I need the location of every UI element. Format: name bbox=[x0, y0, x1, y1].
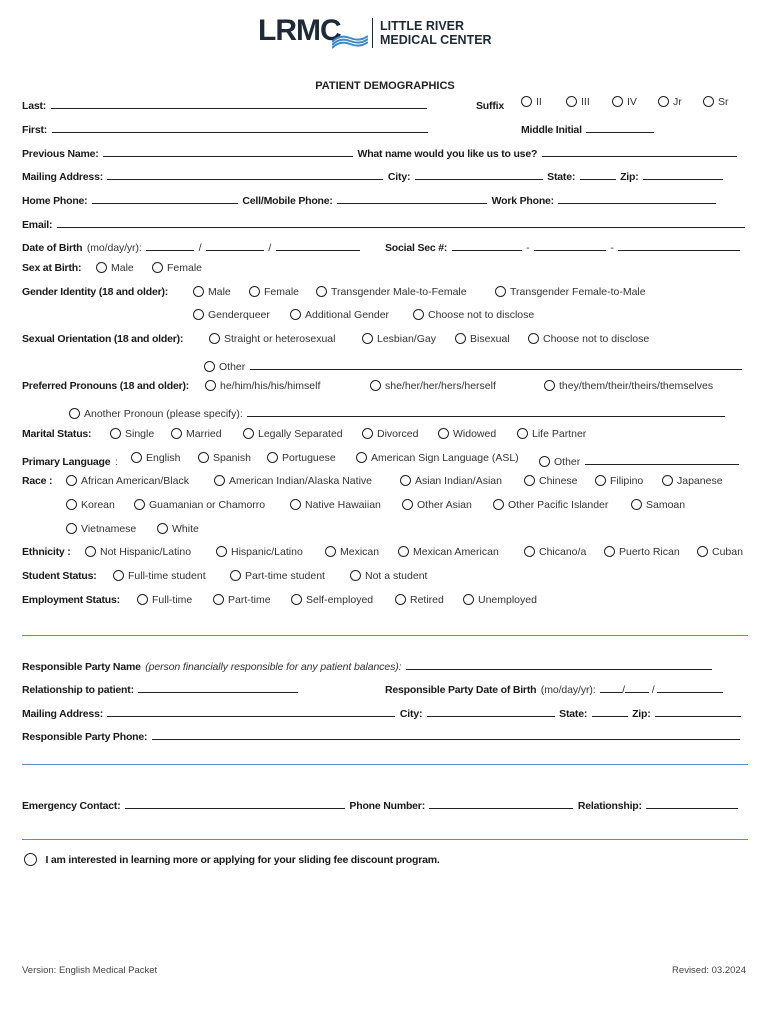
responsible-dob-year-field[interactable] bbox=[657, 682, 723, 693]
ethnicity-option-mexican-american[interactable]: Mexican American bbox=[398, 546, 499, 558]
radio-icon bbox=[631, 499, 642, 510]
employment-option-retired[interactable]: Retired bbox=[395, 594, 444, 606]
responsible-relationship-row bbox=[22, 680, 298, 698]
emergency-contact-field[interactable] bbox=[125, 798, 345, 809]
sex-option-female[interactable]: Female bbox=[152, 262, 202, 274]
responsible-mailing-label: Mailing Address: bbox=[22, 708, 104, 720]
responsible-state-label: State: bbox=[559, 708, 588, 720]
city-field[interactable] bbox=[415, 169, 543, 180]
responsible-address-row bbox=[22, 704, 741, 722]
cell-phone-field[interactable] bbox=[337, 193, 487, 204]
cell-phone-label: Cell/Mobile Phone: bbox=[242, 195, 333, 207]
section-divider bbox=[22, 764, 748, 765]
logo bbox=[258, 16, 518, 52]
employment-option-full-time[interactable]: Full-time bbox=[137, 594, 192, 606]
pronouns-label: Preferred Pronouns (18 and older): bbox=[22, 380, 190, 392]
ethnicity-label: Ethnicity : bbox=[22, 546, 71, 558]
city-label: City: bbox=[387, 171, 411, 183]
responsible-phone-row bbox=[22, 727, 740, 745]
radio-icon bbox=[658, 96, 669, 107]
last-name-field[interactable] bbox=[51, 98, 427, 109]
radio-icon bbox=[213, 594, 224, 605]
responsible-dob-label: Responsible Party Date of Birth bbox=[385, 684, 537, 696]
radio-icon bbox=[214, 475, 225, 486]
language-option-english[interactable]: English bbox=[131, 452, 180, 464]
radio-icon bbox=[400, 475, 411, 486]
suffix-group bbox=[476, 96, 518, 114]
race-option-guamanian[interactable]: Guamanian or Chamorro bbox=[134, 499, 265, 511]
ethnicity-option-hispanic[interactable]: Hispanic/Latino bbox=[216, 546, 303, 558]
student-option-part-time[interactable]: Part-time student bbox=[230, 570, 325, 582]
previous-name-label: Previous Name: bbox=[22, 148, 99, 160]
orientation-option-not-disclose[interactable]: Choose not to disclose bbox=[528, 333, 649, 345]
marital-option-divorced[interactable]: Divorced bbox=[362, 428, 418, 440]
radio-icon bbox=[325, 546, 336, 557]
radio-icon bbox=[209, 333, 220, 344]
responsible-name-note: (person financially responsible for any patient balances): bbox=[145, 661, 402, 673]
gender-label: Gender Identity (18 and older): bbox=[22, 286, 169, 298]
email-row bbox=[22, 215, 745, 233]
last-name-label: Last: bbox=[22, 100, 47, 112]
suffix-option-iii[interactable]: III bbox=[566, 96, 590, 108]
responsible-dob-month-field[interactable] bbox=[600, 682, 622, 693]
zip-field[interactable] bbox=[643, 169, 723, 180]
section-divider bbox=[22, 839, 748, 840]
marital-option-single[interactable]: Single bbox=[110, 428, 154, 440]
pronoun-another-row bbox=[69, 404, 725, 422]
ethnicity-option-cuban[interactable]: Cuban bbox=[697, 546, 743, 558]
marital-option-widowed[interactable]: Widowed bbox=[438, 428, 496, 440]
logo-line2: MEDICAL CENTER bbox=[380, 33, 492, 47]
logo-line1: LITTLE RIVER bbox=[380, 19, 465, 33]
last-name-row bbox=[22, 96, 427, 114]
employment-option-self-employed[interactable]: Self-employed bbox=[291, 594, 373, 606]
race-option-white[interactable]: White bbox=[157, 523, 199, 535]
mailing-address-row bbox=[22, 167, 723, 185]
dob-month-field[interactable] bbox=[146, 240, 194, 251]
race-option-vietnamese[interactable]: Vietnamese bbox=[66, 523, 136, 535]
emergency-relationship-field[interactable] bbox=[646, 798, 738, 809]
radio-icon bbox=[544, 380, 555, 391]
suffix-option-jr[interactable]: Jr bbox=[658, 96, 682, 108]
ethnicity-option-chicano[interactable]: Chicano/a bbox=[524, 546, 586, 558]
radio-icon bbox=[85, 546, 96, 557]
zip-label: Zip: bbox=[620, 171, 639, 183]
suffix-option-ii[interactable]: II bbox=[521, 96, 542, 108]
emergency-phone-label: Phone Number: bbox=[349, 800, 425, 812]
race-label: Race : bbox=[22, 475, 53, 487]
student-label: Student Status: bbox=[22, 570, 97, 582]
preferred-name-label: What name would you like us to use? bbox=[357, 148, 538, 160]
marital-option-separated[interactable]: Legally Separated bbox=[243, 428, 343, 440]
first-name-label: First: bbox=[22, 124, 48, 136]
state-label: State: bbox=[547, 171, 576, 183]
responsible-relationship-label: Relationship to patient: bbox=[22, 684, 134, 696]
responsible-city-label: City: bbox=[399, 708, 423, 720]
radio-icon bbox=[356, 452, 367, 463]
responsible-mailing-field[interactable] bbox=[107, 706, 395, 717]
radio-icon bbox=[205, 380, 216, 391]
radio-icon bbox=[137, 594, 148, 605]
home-phone-field[interactable] bbox=[92, 193, 238, 204]
race-option-samoan[interactable]: Samoan bbox=[631, 499, 685, 511]
radio-icon bbox=[566, 96, 577, 107]
radio-icon bbox=[216, 546, 227, 557]
sliding-fee-checkbox[interactable] bbox=[24, 853, 37, 866]
ssn-part1-field[interactable] bbox=[452, 240, 522, 251]
pronoun-another-field[interactable] bbox=[247, 406, 725, 417]
radio-icon bbox=[134, 499, 145, 510]
radio-icon bbox=[413, 309, 424, 320]
previous-name-field[interactable] bbox=[103, 146, 353, 157]
suffix-option-iv[interactable]: IV bbox=[612, 96, 637, 108]
language-option-other[interactable]: Other bbox=[539, 456, 580, 468]
footer-revised: Revised: 03.2024 bbox=[672, 965, 746, 976]
radio-icon bbox=[193, 286, 204, 297]
orientation-other-field[interactable] bbox=[250, 359, 742, 370]
race-option-other-asian[interactable]: Other Asian bbox=[402, 499, 472, 511]
emergency-phone-field[interactable] bbox=[429, 798, 573, 809]
radio-icon bbox=[398, 546, 409, 557]
sliding-fee-row bbox=[24, 850, 440, 868]
race-option-chinese[interactable]: Chinese bbox=[524, 475, 578, 487]
radio-icon bbox=[595, 475, 606, 486]
first-name-row bbox=[22, 120, 428, 138]
race-option-native-hawaiian[interactable]: Native Hawaiian bbox=[290, 499, 381, 511]
responsible-name-label: Responsible Party Name bbox=[22, 661, 141, 673]
gender-option-male[interactable]: Male bbox=[193, 286, 231, 298]
responsible-zip-label: Zip: bbox=[632, 708, 651, 720]
radio-icon bbox=[521, 96, 532, 107]
mailing-address-field[interactable] bbox=[107, 169, 383, 180]
radio-icon bbox=[66, 499, 77, 510]
radio-icon bbox=[438, 428, 449, 439]
sex-label: Sex at Birth: bbox=[22, 262, 82, 274]
dob-format: (mo/day/yr): bbox=[86, 242, 142, 254]
orientation-other-row bbox=[204, 357, 742, 375]
responsible-relationship-field[interactable] bbox=[138, 682, 298, 693]
form-title: PATIENT DEMOGRAPHICS bbox=[315, 80, 455, 92]
responsible-zip-field[interactable] bbox=[655, 706, 741, 717]
marital-label: Marital Status: bbox=[22, 428, 92, 440]
ssn-row: Social Sec #: - - bbox=[385, 238, 740, 256]
middle-initial-field[interactable] bbox=[586, 122, 654, 133]
pronoun-option-she[interactable]: she/her/her/hers/herself bbox=[370, 380, 496, 392]
ethnicity-option-puerto-rican[interactable]: Puerto Rican bbox=[604, 546, 680, 558]
employment-option-part-time[interactable]: Part-time bbox=[213, 594, 271, 606]
radio-icon bbox=[455, 333, 466, 344]
orientation-label: Sexual Orientation (18 and older): bbox=[22, 333, 184, 345]
language-option-spanish[interactable]: Spanish bbox=[198, 452, 251, 464]
employment-option-unemployed[interactable]: Unemployed bbox=[463, 594, 537, 606]
employment-label: Employment Status: bbox=[22, 594, 120, 606]
radio-icon bbox=[495, 286, 506, 297]
language-option-asl[interactable]: American Sign Language (ASL) bbox=[356, 452, 519, 464]
ssn-label: Social Sec #: bbox=[385, 242, 448, 254]
responsible-phone-field[interactable] bbox=[152, 729, 740, 740]
state-field[interactable] bbox=[580, 169, 616, 180]
suffix-label: Suffix bbox=[476, 100, 504, 112]
emergency-contact-label: Emergency Contact: bbox=[22, 800, 121, 812]
pronoun-option-he[interactable]: he/him/his/his/himself bbox=[205, 380, 320, 392]
radio-icon bbox=[66, 523, 77, 534]
pronoun-option-another[interactable]: Another Pronoun (please specify): bbox=[69, 408, 243, 420]
race-option-korean[interactable]: Korean bbox=[66, 499, 115, 511]
dob-label: Date of Birth bbox=[22, 242, 83, 254]
gender-option-additional[interactable]: Additional Gender bbox=[290, 309, 389, 321]
gender-option-genderqueer[interactable]: Genderqueer bbox=[193, 309, 270, 321]
email-label: Email: bbox=[22, 219, 53, 231]
radio-icon bbox=[290, 309, 301, 320]
language-other-field[interactable] bbox=[585, 454, 739, 465]
language-other-row bbox=[539, 452, 739, 470]
orientation-option-other[interactable]: Other bbox=[204, 361, 245, 373]
logo-wave-icon bbox=[332, 30, 368, 50]
radio-icon bbox=[662, 475, 673, 486]
radio-icon bbox=[291, 594, 302, 605]
radio-icon bbox=[152, 262, 163, 273]
orientation-option-bisexual[interactable]: Bisexual bbox=[455, 333, 510, 345]
ssn-part2-field[interactable] bbox=[534, 240, 606, 251]
home-phone-label: Home Phone: bbox=[22, 195, 88, 207]
radio-icon bbox=[110, 428, 121, 439]
dob-day-field[interactable] bbox=[206, 240, 264, 251]
radio-icon bbox=[539, 456, 550, 467]
work-phone-field[interactable] bbox=[558, 193, 716, 204]
radio-icon bbox=[697, 546, 708, 557]
section-divider bbox=[22, 635, 748, 636]
radio-icon bbox=[395, 594, 406, 605]
dob-row: Date of Birth (mo/day/yr): / / bbox=[22, 238, 360, 256]
marital-option-life-partner[interactable]: Life Partner bbox=[517, 428, 586, 440]
orientation-option-straight[interactable]: Straight or heterosexual bbox=[209, 333, 335, 345]
radio-icon bbox=[249, 286, 260, 297]
previous-name-row bbox=[22, 144, 737, 162]
radio-icon bbox=[267, 452, 278, 463]
sliding-fee-label: I am interested in learning more or applying for your sliding fee discount program. bbox=[45, 854, 440, 866]
radio-icon bbox=[612, 96, 623, 107]
gender-option-trans-mtf[interactable]: Transgender Male-to-Female bbox=[316, 286, 467, 298]
radio-icon bbox=[290, 499, 301, 510]
responsible-phone-label: Responsible Party Phone: bbox=[22, 731, 148, 743]
radio-icon bbox=[131, 452, 142, 463]
middle-initial-row bbox=[521, 120, 654, 138]
logo-divider bbox=[372, 18, 373, 48]
radio-icon bbox=[524, 546, 535, 557]
radio-icon bbox=[528, 333, 539, 344]
language-option-portuguese[interactable]: Portuguese bbox=[267, 452, 336, 464]
gender-option-not-disclose[interactable]: Choose not to disclose bbox=[413, 309, 534, 321]
ethnicity-option-not-hispanic[interactable]: Not Hispanic/Latino bbox=[85, 546, 191, 558]
phone-row bbox=[22, 191, 716, 209]
language-label-group: Primary Language : bbox=[22, 456, 118, 468]
responsible-name-field[interactable] bbox=[406, 659, 712, 670]
marital-option-married[interactable]: Married bbox=[171, 428, 222, 440]
radio-icon bbox=[113, 570, 124, 581]
radio-icon bbox=[402, 499, 413, 510]
responsible-state-field[interactable] bbox=[592, 706, 628, 717]
race-option-american-indian[interactable]: American Indian/Alaska Native bbox=[214, 475, 372, 487]
language-label: Primary Language bbox=[22, 456, 111, 468]
first-name-field[interactable] bbox=[52, 122, 428, 133]
emergency-row bbox=[22, 796, 738, 814]
race-option-filipino[interactable]: Filipino bbox=[595, 475, 643, 487]
preferred-name-field[interactable] bbox=[542, 146, 737, 157]
radio-icon bbox=[517, 428, 528, 439]
race-option-japanese[interactable]: Japanese bbox=[662, 475, 723, 487]
radio-icon bbox=[350, 570, 361, 581]
work-phone-label: Work Phone: bbox=[491, 195, 554, 207]
radio-icon bbox=[493, 499, 504, 510]
radio-icon bbox=[198, 452, 209, 463]
orientation-option-lesbian-gay[interactable]: Lesbian/Gay bbox=[362, 333, 436, 345]
gender-option-trans-ftm[interactable]: Transgender Female-to-Male bbox=[495, 286, 646, 298]
radio-icon bbox=[604, 546, 615, 557]
footer-version: Version: English Medical Packet bbox=[22, 965, 158, 976]
radio-icon bbox=[204, 361, 215, 372]
radio-icon bbox=[524, 475, 535, 486]
gender-option-female[interactable]: Female bbox=[249, 286, 299, 298]
radio-icon bbox=[193, 309, 204, 320]
radio-icon bbox=[171, 428, 182, 439]
middle-initial-label: Middle Initial bbox=[521, 124, 582, 136]
radio-icon bbox=[69, 408, 80, 419]
radio-icon bbox=[362, 333, 373, 344]
radio-icon bbox=[703, 96, 714, 107]
student-option-full-time[interactable]: Full-time student bbox=[113, 570, 206, 582]
ssn-part3-field[interactable] bbox=[618, 240, 740, 251]
radio-icon bbox=[230, 570, 241, 581]
suffix-option-sr[interactable]: Sr bbox=[703, 96, 729, 108]
emergency-relationship-label: Relationship: bbox=[577, 800, 642, 812]
radio-icon bbox=[96, 262, 107, 273]
email-field[interactable] bbox=[57, 217, 745, 228]
dob-year-field[interactable] bbox=[276, 240, 360, 251]
radio-icon bbox=[243, 428, 254, 439]
pronoun-option-they[interactable]: they/them/their/theirs/themselves bbox=[544, 380, 713, 392]
responsible-dob-format: (mo/day/yr): bbox=[540, 684, 596, 696]
student-option-not-student[interactable]: Not a student bbox=[350, 570, 427, 582]
responsible-city-field[interactable] bbox=[427, 706, 555, 717]
radio-icon bbox=[157, 523, 168, 534]
radio-icon bbox=[463, 594, 474, 605]
radio-icon bbox=[316, 286, 327, 297]
race-option-asian-indian[interactable]: Asian Indian/Asian bbox=[400, 475, 502, 487]
responsible-dob-row: Responsible Party Date of Birth (mo/day/yr): / / bbox=[385, 680, 723, 698]
radio-icon bbox=[370, 380, 381, 391]
race-option-other-pacific[interactable]: Other Pacific Islander bbox=[493, 499, 608, 511]
radio-icon bbox=[362, 428, 373, 439]
responsible-name-row bbox=[22, 657, 712, 675]
mailing-address-label: Mailing Address: bbox=[22, 171, 104, 183]
logo-mark: LRMC bbox=[258, 14, 341, 47]
sex-option-male[interactable]: Male bbox=[96, 262, 134, 274]
race-option-african-american[interactable]: African American/Black bbox=[66, 475, 189, 487]
radio-icon bbox=[66, 475, 77, 486]
responsible-dob-day-field[interactable] bbox=[625, 682, 649, 693]
ethnicity-option-mexican[interactable]: Mexican bbox=[325, 546, 379, 558]
